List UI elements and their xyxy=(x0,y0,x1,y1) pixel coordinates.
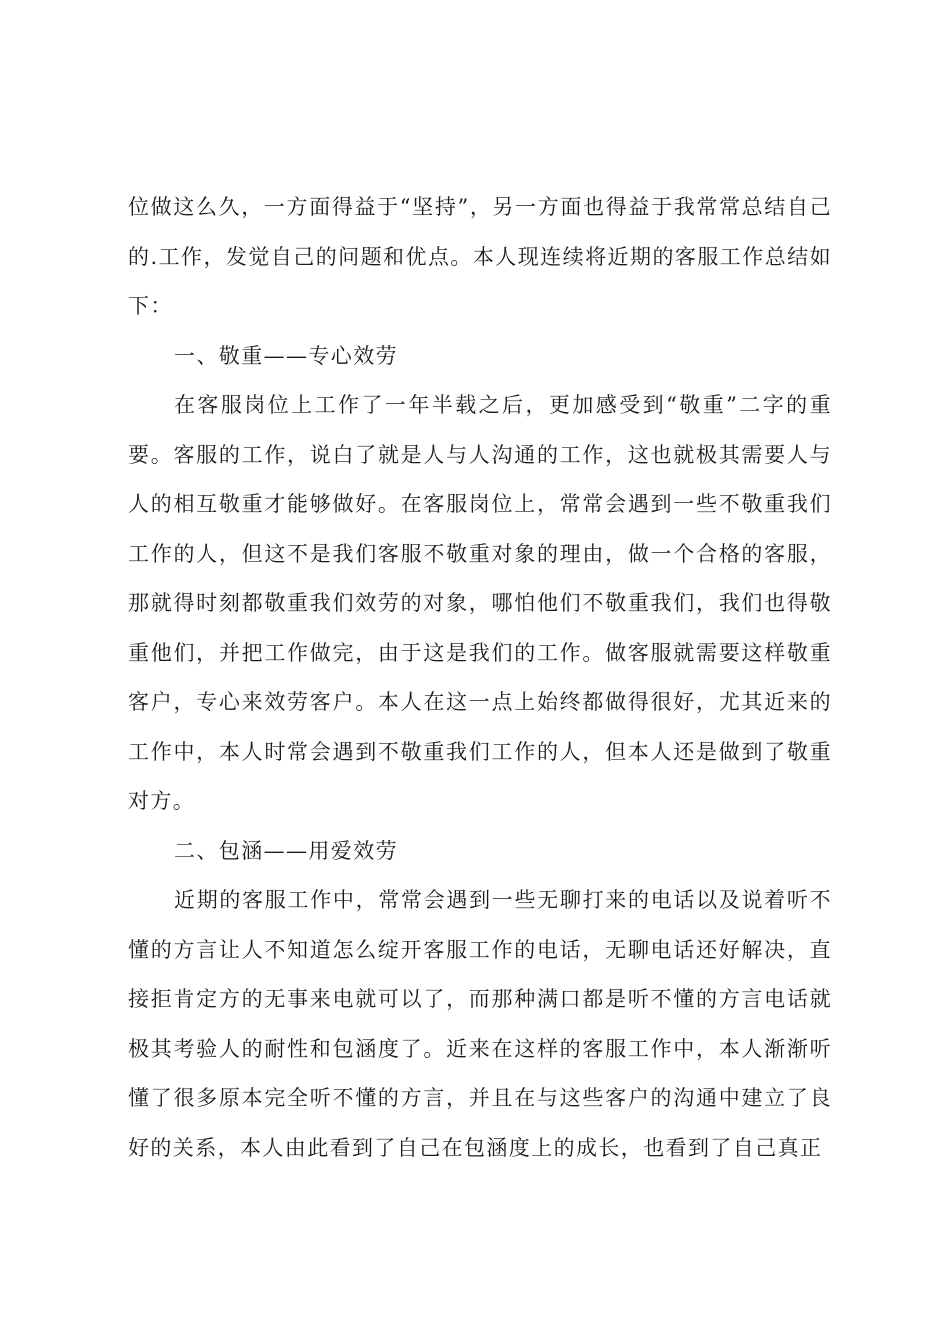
section-heading-tolerance: 二、包涵——用爱效劳 xyxy=(174,838,398,863)
continuation-paragraph: 位做这么久，一方面得益于“坚持”，另一方面也得益于我常常总结自己的.工作，发觉自己的问题和优点。本人现连续将近期的客服工作总结如下： xyxy=(128,195,832,318)
body-paragraph-tolerance: 近期的客服工作中，常常会遇到一些无聊打来的电话以及说着听不懂的方言让人不知道怎么绽开客服工作的电话，无聊电话还好解决，直接拒肯定方的无事来电就可以了，而那种满口都是听不懂的方言电话就极其考验人的耐性和包涵度了。近来在这样的客服工作中，本人渐渐听懂了很多原本完全听不懂的方言，并且在与这些客户的沟通中建立了良好的关系，本人由此看到了自己在包涵度上的成长，也看到了自己真正 xyxy=(128,888,832,1160)
section-heading-respect: 一、敬重——专心效劳 xyxy=(174,343,398,368)
document-body xyxy=(128,183,832,1173)
body-paragraph-respect: 在客服岗位上工作了一年半载之后，更加感受到“敬重”二字的重要。客服的工作，说白了就是人与人沟通的工作，这也就极其需要人与人的相互敬重才能够做好。在客服岗位上，常常会遇到一些不敬重我们工作的人，但这不是我们客服不敬重对象的理由，做一个合格的客服，那就得时刻都敬重我们效劳的对象，哪怕他们不敬重我们，我们也得敬重他们，并把工作做完，由于这是我们的工作。做客服就需要这样敬重客户，专心来效劳客户。本人在这一点上始终都做得很好，尤其近来的工作中，本人时常会遇到不敬重我们工作的人，但本人还是做到了敬重对方。 xyxy=(128,393,832,813)
